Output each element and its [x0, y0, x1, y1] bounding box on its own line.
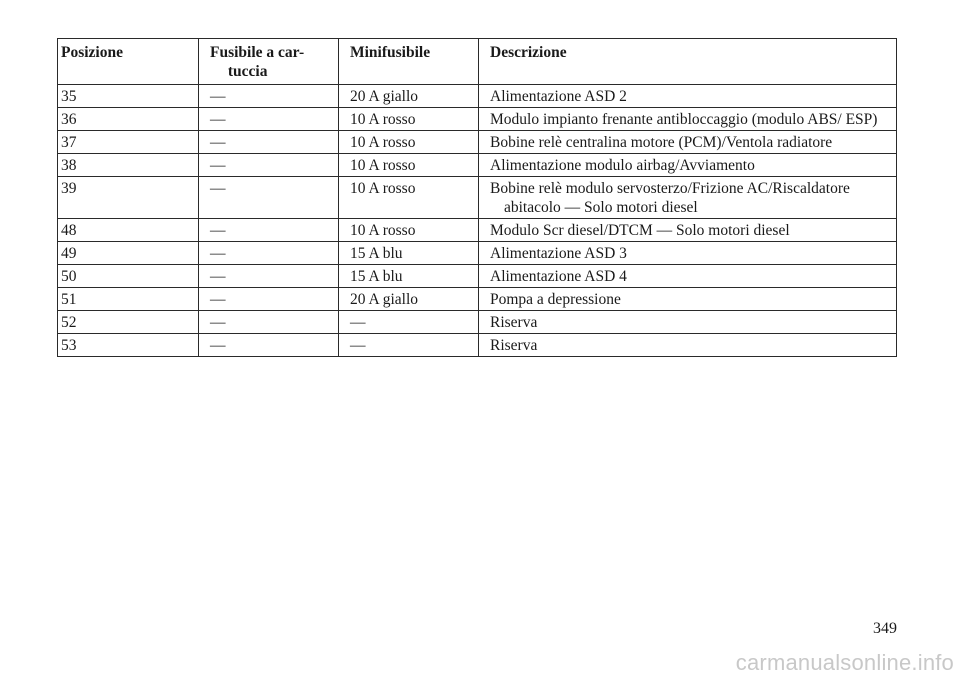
cell-fusibile-a-cartuccia: — — [199, 288, 339, 311]
table-row — [58, 242, 897, 265]
cell-minifusibile: 10 A rosso — [339, 131, 479, 154]
cell-posizione: 36 — [58, 108, 199, 131]
table-body — [58, 85, 897, 357]
table-row — [58, 108, 897, 131]
cell-descrizione: Pompa a depressione — [479, 288, 897, 311]
cell-fusibile-a-cartuccia: — — [199, 108, 339, 131]
cell-fusibile-a-cartuccia: — — [199, 311, 339, 334]
cell-descrizione: Alimentazione ASD 3 — [479, 242, 897, 265]
cell-fusibile-a-cartuccia: — — [199, 85, 339, 108]
cell-descrizione: Alimentazione ASD 4 — [479, 265, 897, 288]
cell-minifusibile: 15 A blu — [339, 265, 479, 288]
cell-posizione: 52 — [58, 311, 199, 334]
cell-fusibile-a-cartuccia: — — [199, 334, 339, 357]
cell-minifusibile: 20 A giallo — [339, 85, 479, 108]
cell-descrizione: Modulo impianto frenante antibloccaggio (modulo ABS/ ESP) — [479, 108, 897, 131]
header-posizione: Posizione — [58, 39, 199, 85]
table-row — [58, 265, 897, 288]
table-header-row — [58, 39, 897, 85]
cell-minifusibile: 10 A rosso — [339, 108, 479, 131]
header-descrizione: Descrizione — [479, 39, 897, 85]
table-row — [58, 131, 897, 154]
cell-fusibile-a-cartuccia: — — [199, 219, 339, 242]
cell-minifusibile: — — [339, 311, 479, 334]
table-row — [58, 334, 897, 357]
cell-posizione: 38 — [58, 154, 199, 177]
cell-fusibile-a-cartuccia: — — [199, 242, 339, 265]
cell-minifusibile: — — [339, 334, 479, 357]
header-minifusibile: Minifusibile — [339, 39, 479, 85]
header-fusibile-a-cartuccia: Fusibile a car- tuccia — [199, 39, 339, 85]
cell-posizione: 37 — [58, 131, 199, 154]
cell-fusibile-a-cartuccia: — — [199, 177, 339, 219]
table-row — [58, 177, 897, 219]
cell-fusibile-a-cartuccia: — — [199, 265, 339, 288]
cell-descrizione: Alimentazione modulo airbag/Avviamento — [479, 154, 897, 177]
cell-posizione: 53 — [58, 334, 199, 357]
table-row — [58, 154, 897, 177]
cell-minifusibile: 10 A rosso — [339, 154, 479, 177]
cell-posizione: 51 — [58, 288, 199, 311]
table-row — [58, 311, 897, 334]
fuse-table — [57, 38, 897, 357]
table-row — [58, 85, 897, 108]
cell-posizione: 49 — [58, 242, 199, 265]
cell-posizione: 48 — [58, 219, 199, 242]
cell-descrizione: Bobine relè modulo servosterzo/Frizione AC/Riscaldatore abitacolo — Solo motori diesel — [479, 177, 897, 219]
watermark-text: carmanualsonline.info — [735, 650, 954, 675]
cell-descrizione: Alimentazione ASD 2 — [479, 85, 897, 108]
cell-descrizione: Riserva — [479, 311, 897, 334]
cell-fusibile-a-cartuccia: — — [199, 154, 339, 177]
cell-posizione: 39 — [58, 177, 199, 219]
cell-minifusibile: 15 A blu — [339, 242, 479, 265]
cell-minifusibile: 10 A rosso — [339, 219, 479, 242]
cell-descrizione: Riserva — [479, 334, 897, 357]
cell-minifusibile: 10 A rosso — [339, 177, 479, 219]
cell-descrizione: Modulo Scr diesel/DTCM — Solo motori diesel — [479, 219, 897, 242]
cell-posizione: 35 — [58, 85, 199, 108]
cell-minifusibile: 20 A giallo — [339, 288, 479, 311]
table-row — [58, 288, 897, 311]
cell-descrizione: Bobine relè centralina motore (PCM)/Ventola radiatore — [479, 131, 897, 154]
page-number: 349 — [873, 620, 897, 637]
cell-posizione: 50 — [58, 265, 199, 288]
table-row — [58, 219, 897, 242]
cell-fusibile-a-cartuccia: — — [199, 131, 339, 154]
